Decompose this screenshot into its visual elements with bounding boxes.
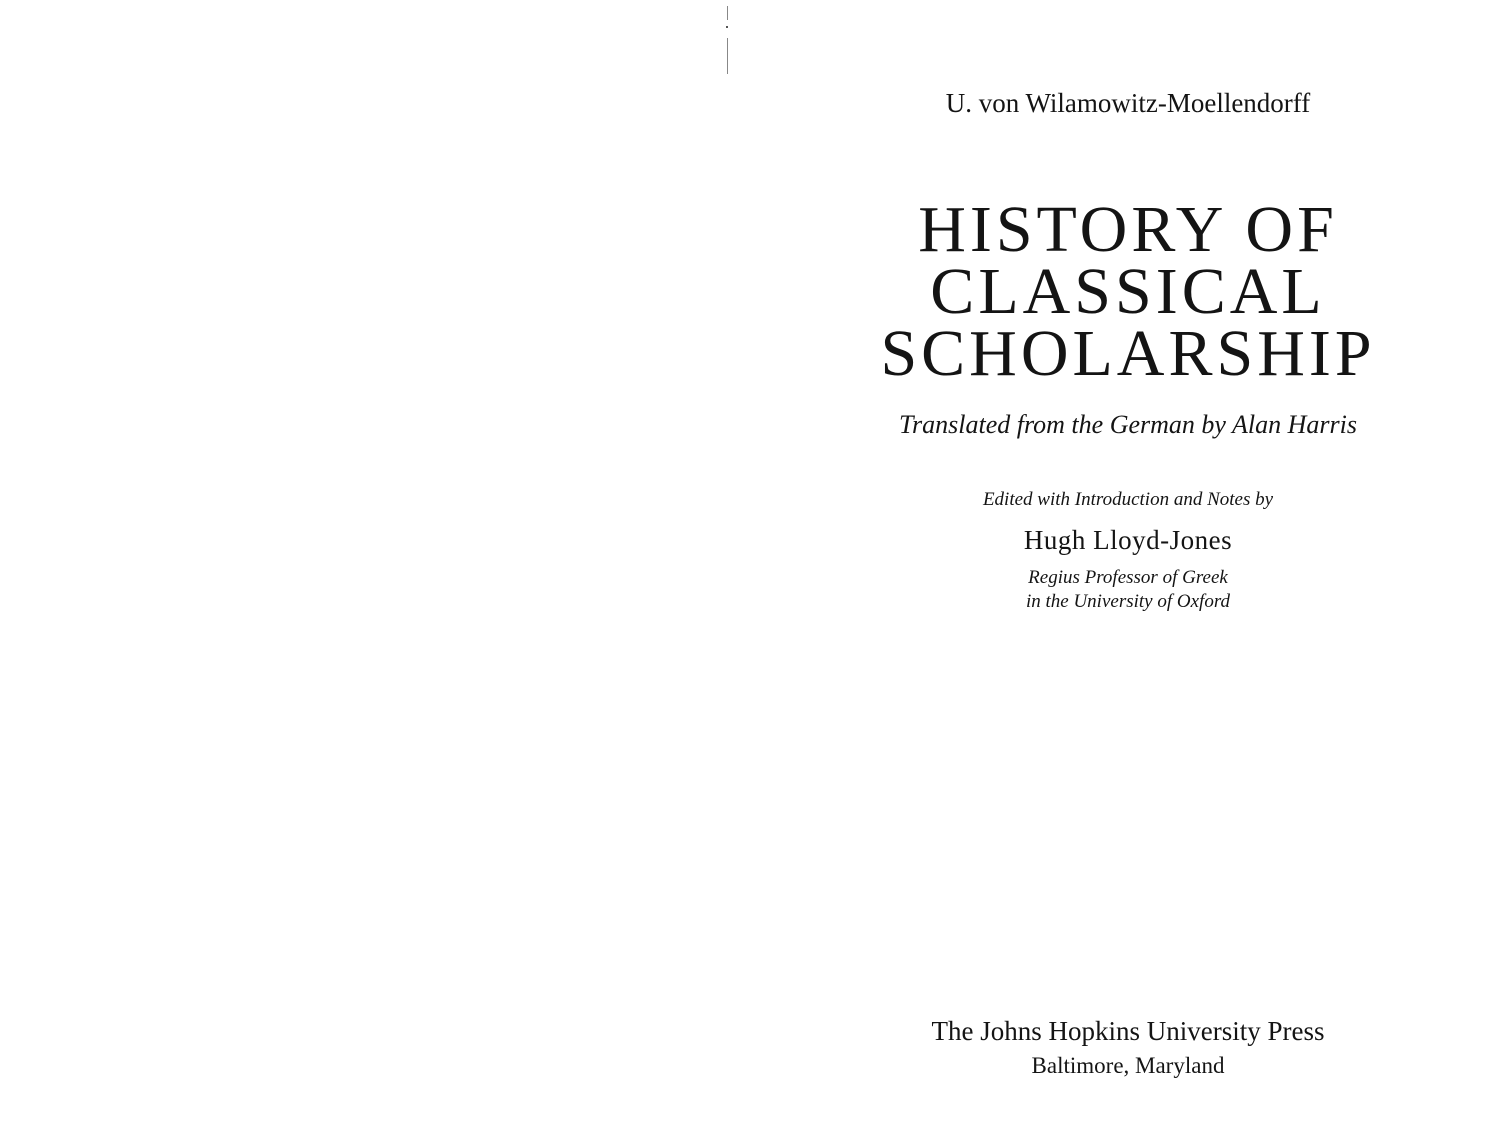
book-title-line: SCHOLARSHIP <box>880 317 1376 390</box>
gutter-dot <box>726 26 728 28</box>
publisher-place: Baltimore, Maryland <box>1031 1053 1225 1078</box>
gutter-line <box>727 6 728 20</box>
author: U. von Wilamowitz-Moellendorff <box>945 88 1311 118</box>
editor-role: in the University of Oxford <box>1025 591 1231 612</box>
edited-by-label: Edited with Introduction and Notes by <box>982 489 1274 510</box>
book-title-line: HISTORY OF <box>918 193 1338 266</box>
editor-role: Regius Professor of Greek <box>1028 567 1228 588</box>
editor-name: Hugh Lloyd-Jones <box>1023 525 1233 555</box>
translator-credit: Translated from the German by Alan Harris <box>899 410 1357 439</box>
publisher: The Johns Hopkins University Press <box>931 1016 1325 1046</box>
book-title-line: CLASSICAL <box>930 255 1326 328</box>
gutter-line <box>727 38 728 74</box>
